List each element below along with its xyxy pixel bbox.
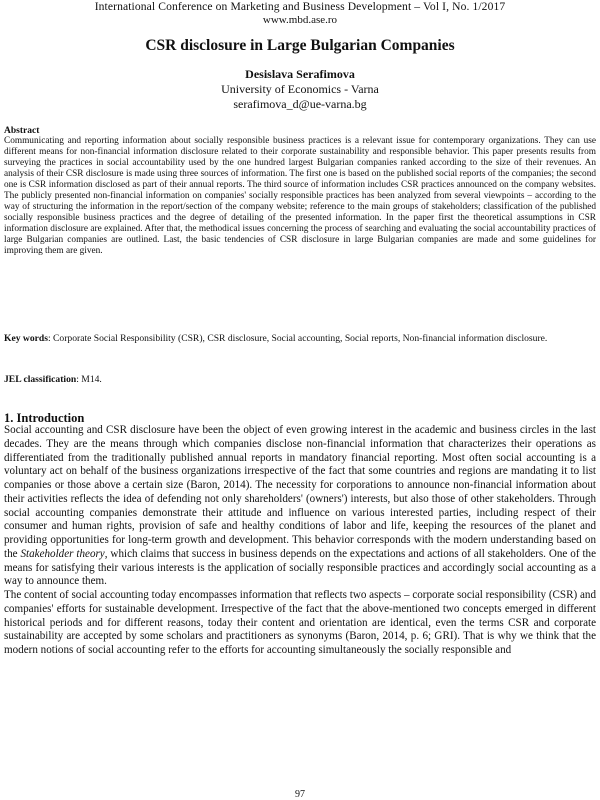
keywords-text: : Corporate Social Responsibility (CSR), CSR disclosure, Social accounting, Social reports, Non-financial information disclosure.: [47, 333, 548, 344]
conference-url: www.mbd.ase.ro: [262, 14, 338, 26]
introduction-paragraph-2: The content of social accounting today encompasses information that reflects two aspects – corporate social responsibility (CSR) and companies' efforts for sustainable development. Irrespective of the fact that the above-mentioned two concepts emerged in different historical periods and for different reasons, today their content and orientation are identical, even the terms CSR and corporate sustainability are accepted by some scholars and practitioners as synonyms (Baron, 2014, p. 6; GRI). That is why we think that the modern notions of social accounting refer to the efforts for accounting simultaneously the socially responsible and: [4, 589, 596, 656]
abstract-heading: Abstract: [4, 126, 40, 136]
author-name: Desislava Serafimova: [245, 67, 355, 81]
intro-p1-part-b: , which claims that success in business depends on the expectations and actions of all stakeholders. One of the means for satisfying their various interests is the application of socially responsible practices and accordingly social accounting as a way to announce them.: [4, 547, 596, 588]
keywords: [4, 333, 596, 345]
intro-p1-part-a: Social accounting and CSR disclosure have been the object of even growing interest in the academic and business circles in the last decades. They are the means through which companies disclose non-financial information that characterizes their operations as differentiated from the traditionally published annual reports in mandatory financial reporting. Most often social accounting is a voluntary act on behalf of the business organizations irrespective of the fact that some countries and regions are mandating it to list companies or those above a certain size (Baron, 2014). The necessity for corporations to announce non-financial information about their activities reflects the idea of defending not only shareholders' (owners') interests, but also those of other stakeholders. Through social accounting companies demonstrate their attitude and influence on various interested parties, including respect of their consumer and human rights, provision of safe and healthy conditions of labor and life, keeping the resources of the planet and providing opportunities for long-term growth and development. This behavior corresponds with the modern understanding based on the: [4, 424, 596, 560]
page-number: 97: [295, 789, 305, 800]
introduction-body: [4, 424, 596, 658]
paper-title: CSR disclosure in Large Bulgarian Companies: [145, 37, 455, 54]
abstract-text: Communicating and reporting information about socially responsible business practices is a relevant issue for contemporary organizations. They can use different means for non-financial information disclosure related to their corporate sustainability and responsible behavior. This paper presents results from surveying the practices in social accountability used by the one hundred largest Bulgarian companies ranked according to the size of their revenues. An analysis of their CSR disclosure is made using three sources of information. The first one is based on the published social reports of the companies; the second one is CSR information disclosed as part of their annual reports. The third source of information includes CSR practices announced on the company websites. The publicly presented non-financial information on companies' socially responsible practices has been analyzed from several viewpoints – according to the way of structuring the information in the report/section of the company website; reference to the main groups of stakeholders; classification of the published socially responsible business practices and the degree of detailing of the presented information. In the paper first the theoretical assumptions in CSR information disclosure are explained. After that, the methodical issues concerning the process of searching and evaluating the social accountability practices of large Bulgarian companies are outlined. Last, the basic tendencies of CSR disclosure in large Bulgarian companies are made and some guidelines for improving them are given.: [4, 136, 596, 257]
introduction-paragraph-1: [4, 424, 596, 589]
intro-p1-emphasis: Stakeholder theory: [20, 547, 105, 560]
jel-text: : M14.: [76, 374, 102, 385]
keywords-label: Key words: [4, 333, 48, 344]
section-heading-introduction: 1. Introduction: [4, 411, 85, 425]
jel-label: JEL classification: [4, 374, 77, 385]
author-affiliation: University of Economics - Varna: [221, 82, 379, 96]
author-email: serafimova_d@ue-varna.bg: [233, 97, 367, 111]
jel-classification: [4, 374, 102, 386]
conference-header: International Conference on Marketing and Business Development – Vol I, No. 1/2017: [94, 0, 506, 13]
